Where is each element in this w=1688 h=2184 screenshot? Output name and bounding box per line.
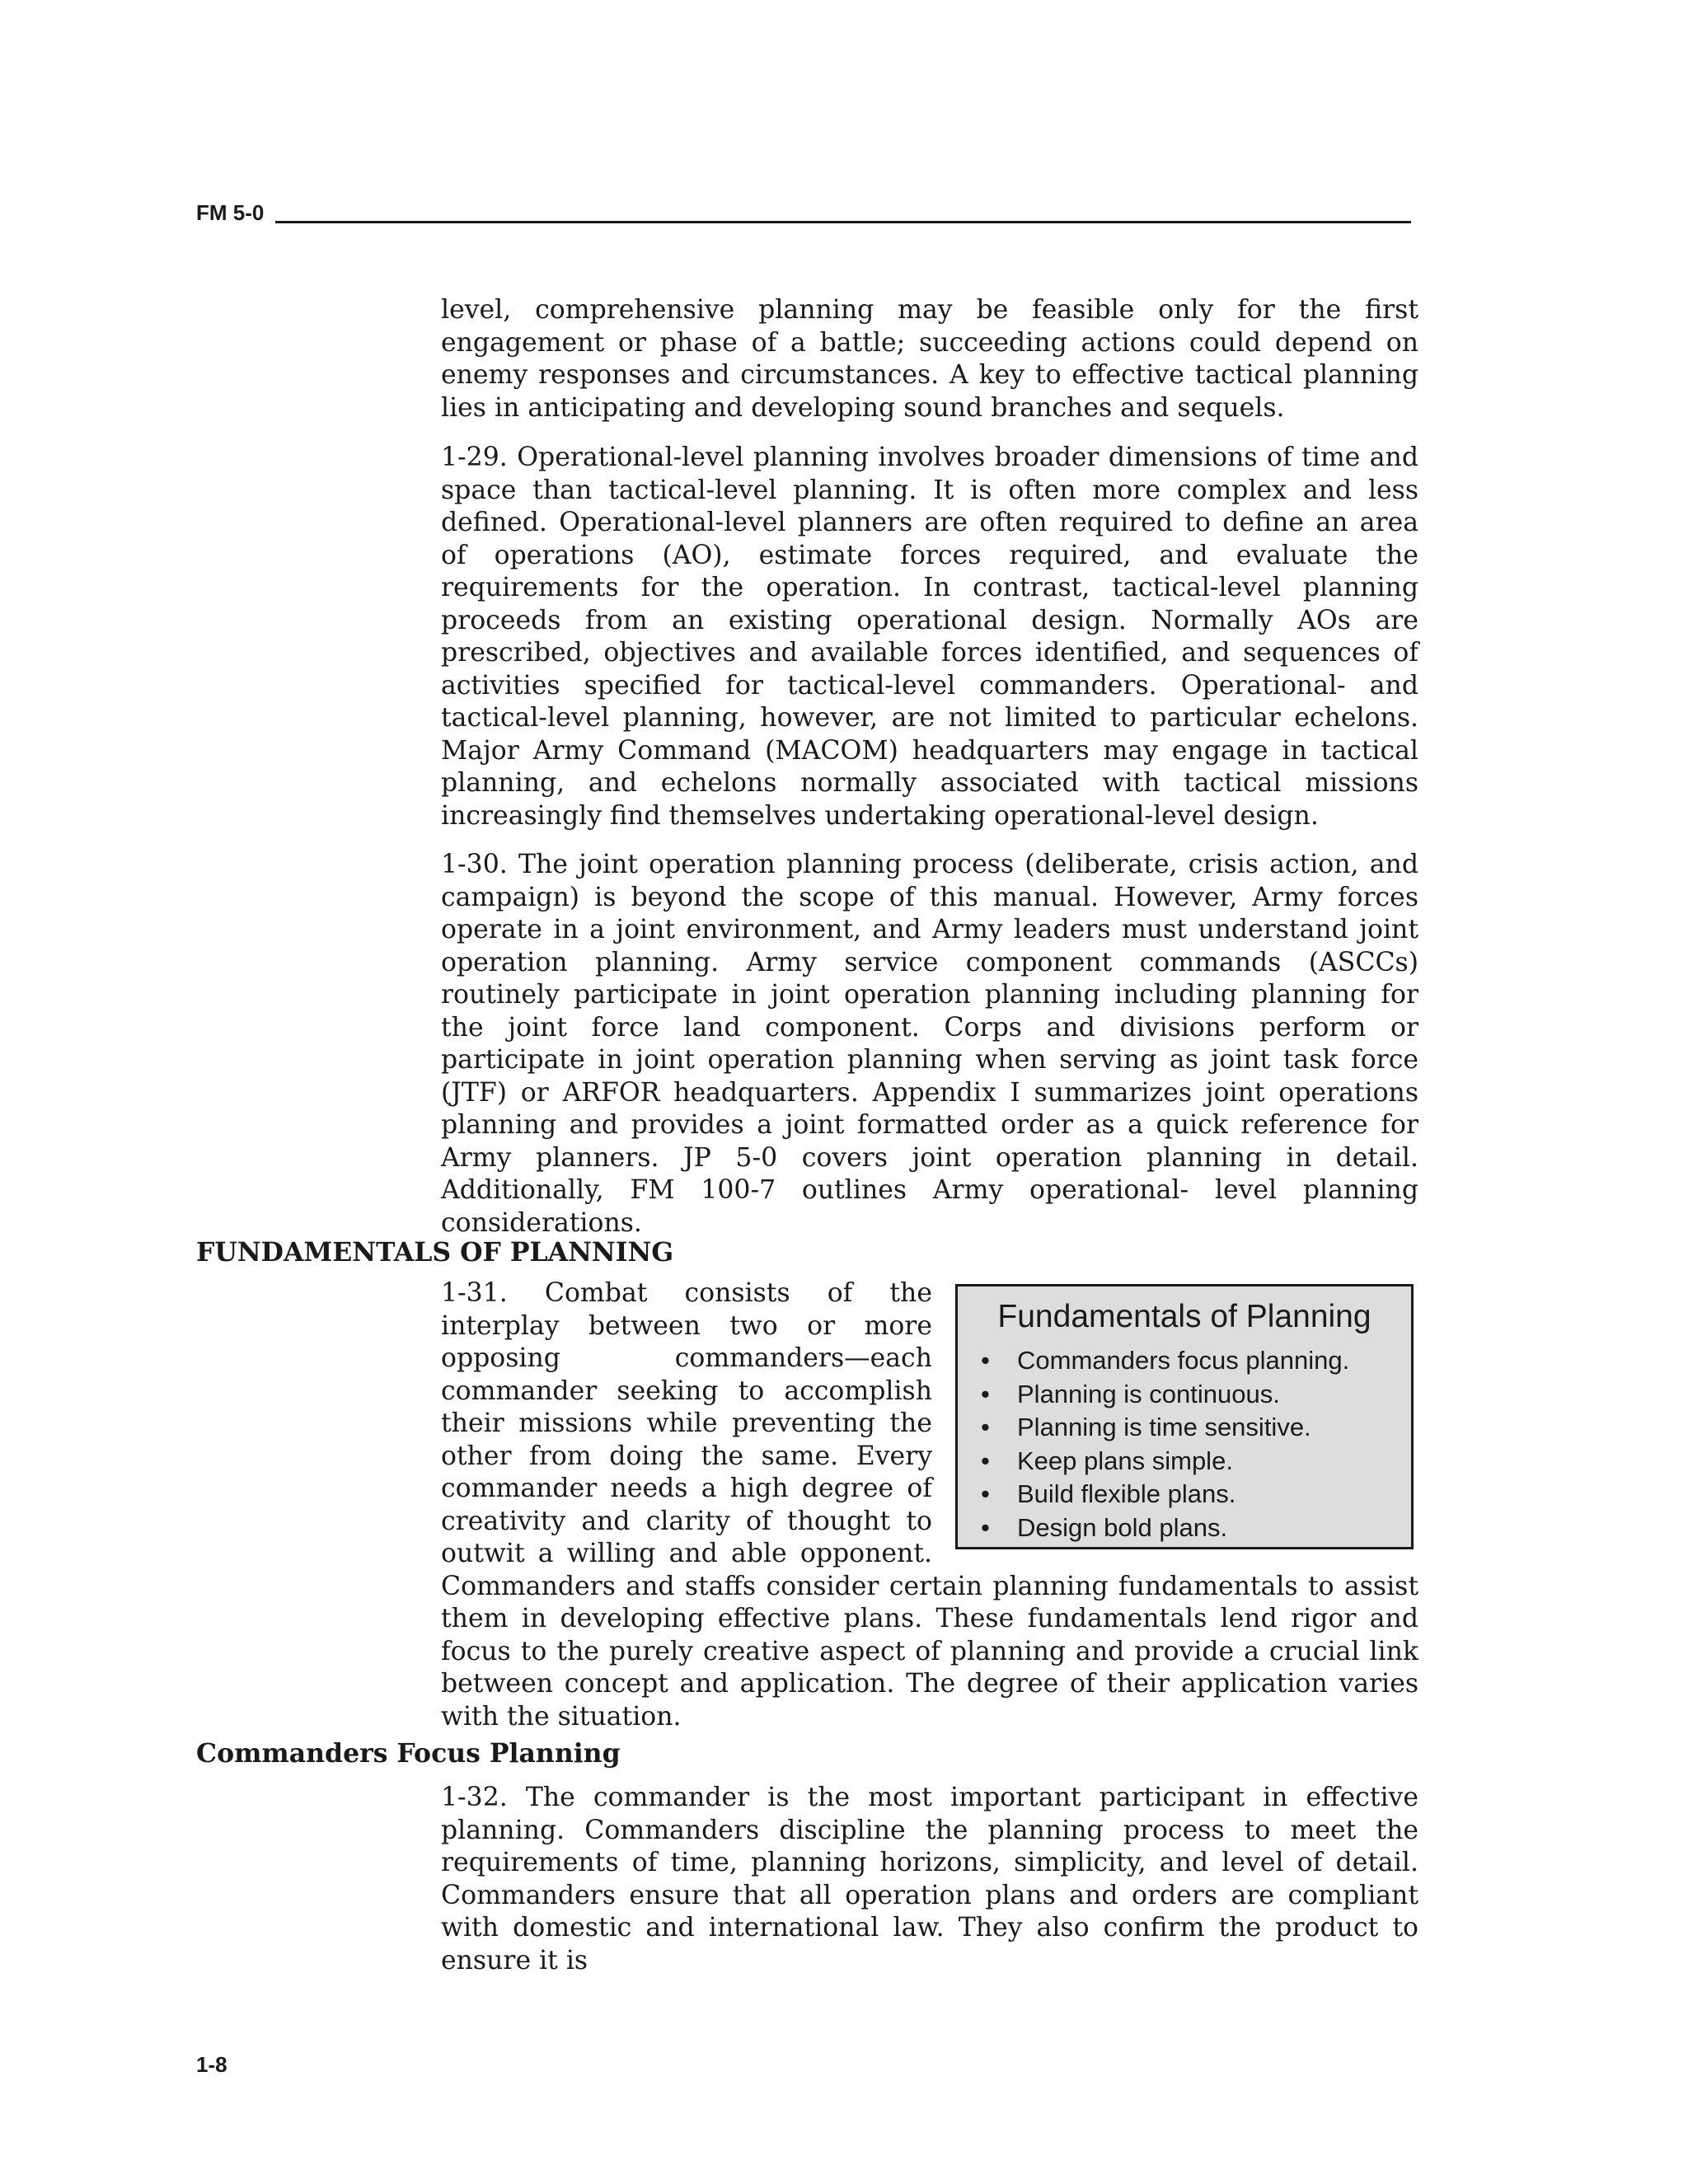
subheading-commanders-focus-planning: Commanders Focus Planning [196,1738,621,1769]
fundamentals-sidebar-box [955,1284,1414,1549]
document-id: FM 5-0 [196,200,265,225]
sidebar-list-item: • Planning is time sensitive. [974,1411,1395,1445]
paragraph-1-31: 1-31. Combat consists of the interplay between two or more opposing commanders—each commander seeking to accomplish their missions while preventing the other from doing the same. Every commander needs a high degree of creativity and clarity of thought to outwit a willing and able opponent. Commanders and staffs consider certain planning fundamentals to assist them in developing effective plans. These fundamentals lend rigor and focus to the purely creative aspect of planning and provide a crucial link between concept and application. The degree of their application varies with the situation. [441,1278,1418,1732]
bullet-icon: • [981,1346,990,1375]
paragraph-continued: level, comprehensive planning may be feasible only for the first engagement or phase of a battle; succeeding actions could depend on enemy responses and circumstances. A key to effective tactical planning lies in anticipating and developing sound branches and sequels. [441,295,1418,423]
sidebar-list-item: • Build flexible plans. [974,1478,1395,1511]
paragraph-1-32: 1-32. The commander is the most important participant in effective planning. Commanders discipline the planning process to meet the requirements of time, planning horizons, simplicity, and level of detail. Commanders ensure that all operation plans and orders are compliant with domestic and international law. They also confirm the product to ensure it is [441,1783,1418,1975]
bullet-icon: • [981,1379,990,1408]
bullet-icon: • [981,1479,990,1508]
bullet-icon: • [981,1446,990,1475]
sidebar-list-item: • Design bold plans. [974,1511,1395,1545]
section-heading-fundamentals: FUNDAMENTALS OF PLANNING [196,1237,674,1268]
sidebar-title: Fundamentals of Planning [997,1299,1372,1334]
page-number: 1-8 [196,2052,227,2077]
bullet-icon: • [981,1413,990,1441]
sidebar-list [974,1344,1395,1544]
bullet-icon: • [981,1512,990,1542]
sidebar-list-item: • Keep plans simple. [974,1445,1395,1479]
sidebar-list-item: • Planning is continuous. [974,1378,1395,1412]
sidebar-list-item: • Commanders focus planning. [974,1344,1395,1378]
paragraph-1-30: 1-30. The joint operation planning process (deliberate, crisis action, and campaign) is beyond the scope of this manual. However, Army forces operate in a joint environment, and Army leaders must understand joint operation planning. Army service component commands (ASCCs) routinely participate in joint operation planning including planning for the joint force land component. Corps and divisions perform or participate in joint operation planning when serving as joint task force (JTF) or ARFOR headquarters. Appendix I summarizes joint operations planning and provides a joint formatted order as a quick reference for Army planners. JP 5-0 covers joint operation planning in detail. Additionally, FM 100-7 outlines Army operational- level planning considerations. [441,850,1418,1238]
header-rule [275,221,1411,223]
running-header [196,200,1411,225]
paragraph-1-29: 1-29. Operational-level planning involves broader dimensions of time and space than tactical-level planning. It is often more complex and less defined. Operational-level planners are often required to define an area of operations (AO), estimate forces required, and evaluate the requirements for the operation. In contrast, tactical-level planning proceeds from an existing operational design. Normally AOs are prescribed, objectives and available forces identified, and sequences of activities specified for tactical-level commanders. Operational- and tactical-level planning, however, are not limited to particular echelons. Major Army Command (MACOM) headquarters may engage in tactical planning, and echelons normally associated with tactical missions increasingly find themselves undertaking operational-level design. [441,443,1418,831]
paragraph-1-31-block [441,1277,1418,1733]
